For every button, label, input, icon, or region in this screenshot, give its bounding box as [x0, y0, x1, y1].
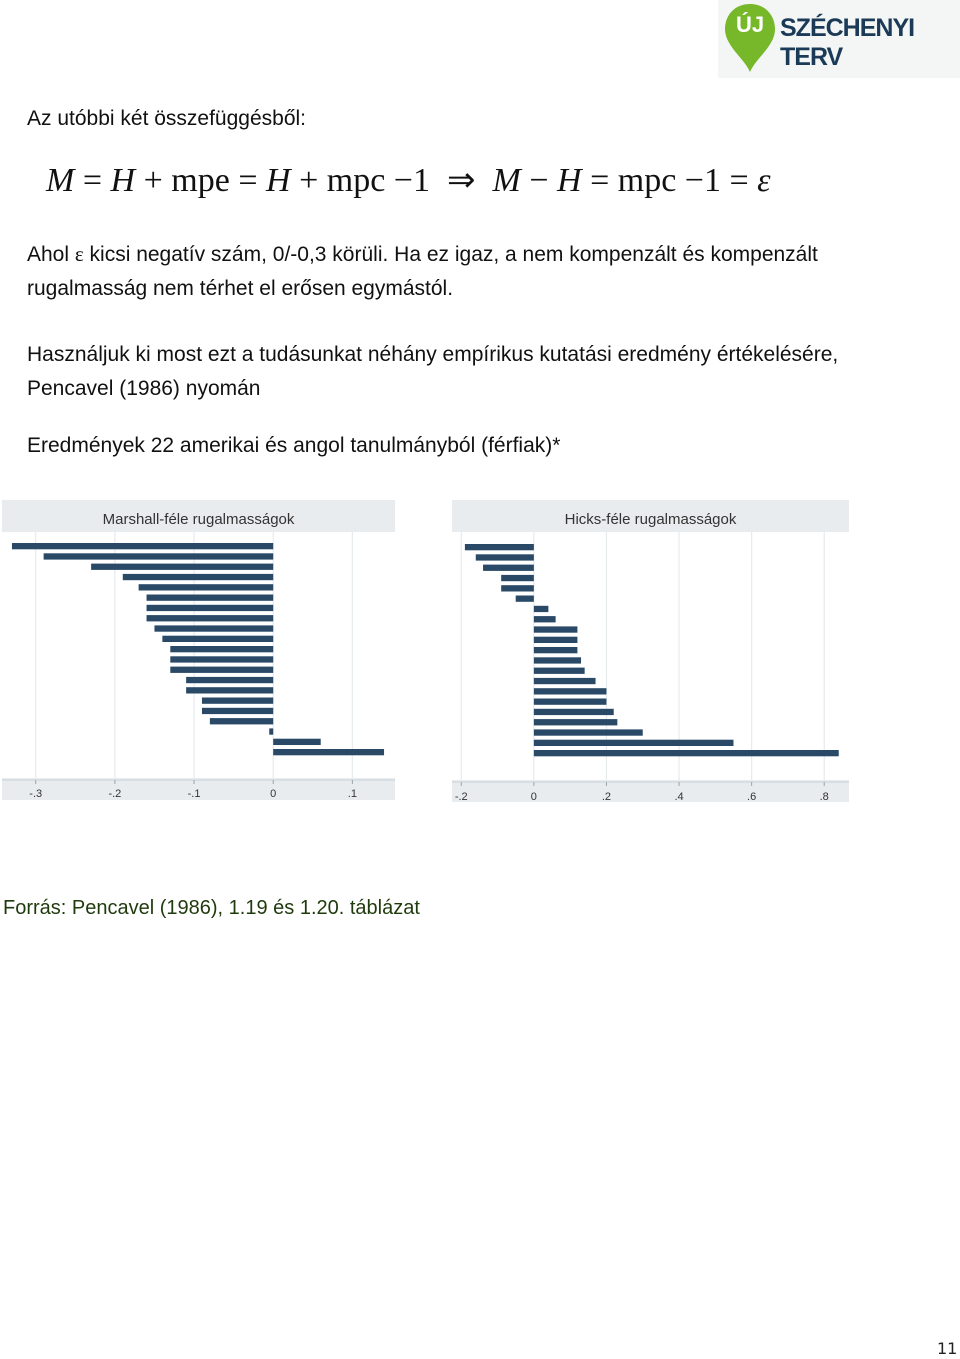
- hicks-bar: [534, 616, 556, 622]
- formula-minus1: −: [393, 162, 413, 199]
- marshall-chart-plot: [2, 500, 395, 800]
- marshall-bar: [154, 625, 273, 631]
- hicks-bar: [534, 750, 839, 756]
- formula-minus2: −: [529, 162, 549, 199]
- formula-mpe: mpe: [171, 162, 230, 199]
- hicks-bar: [534, 719, 617, 725]
- marshall-bar: [202, 698, 273, 704]
- marshall-bar: [44, 553, 274, 559]
- formula-h1: H: [110, 162, 136, 199]
- marshall-bar: [186, 677, 273, 683]
- formula-h2: H: [266, 162, 291, 199]
- paragraph-2-line-2: Pencavel (1986) nyomán: [27, 377, 261, 400]
- hicks-tick-label: .6: [747, 791, 757, 802]
- formula: [46, 160, 771, 200]
- formula-m2: M: [492, 162, 521, 199]
- formula-eq1: =: [82, 162, 103, 199]
- marshall-tick-label: -.2: [108, 788, 122, 800]
- hicks-bar: [516, 596, 534, 602]
- hicks-bar: [534, 626, 578, 632]
- intro-text: Az utóbbi két összefüggésből:: [27, 107, 307, 130]
- p1-text-a: Ahol: [27, 243, 75, 266]
- hicks-tick-label: 0: [530, 791, 537, 802]
- marshall-bar: [139, 584, 274, 590]
- hicks-chart-title: Hicks-féle rugalmasságok: [452, 500, 849, 532]
- source-note: Forrás: Pencavel (1986), 1.19 és 1.20. táblázat: [3, 897, 420, 919]
- hicks-bar: [534, 606, 549, 612]
- marshall-bar: [186, 687, 273, 693]
- formula-eq4: =: [729, 162, 749, 199]
- formula-eq3: =: [590, 162, 610, 199]
- hicks-bar: [534, 668, 585, 674]
- hicks-bar: [534, 740, 734, 746]
- marshall-tick-label: -.1: [187, 788, 201, 800]
- hicks-bar: [501, 575, 534, 581]
- hicks-bar: [501, 585, 534, 591]
- hicks-bar: [483, 565, 534, 571]
- hicks-bar: [534, 699, 607, 705]
- hicks-tick-label: .4: [674, 791, 684, 802]
- hicks-chart-plot: [452, 500, 849, 802]
- formula-mpc2: mpc: [617, 162, 677, 199]
- marshall-bar: [170, 646, 273, 652]
- paragraph-2-line-1: Használjuk ki most ezt a tudásunkat néhány empírikus kutatási eredmény értékelésére,: [27, 343, 839, 366]
- formula-m1: M: [46, 162, 75, 199]
- formula-one1: 1: [412, 162, 430, 199]
- hicks-bar: [465, 544, 534, 550]
- page-number: 11: [937, 1339, 958, 1358]
- marshall-bar: [170, 656, 273, 662]
- paragraph-1: [27, 237, 818, 306]
- marshall-tick-label: .1: [347, 788, 357, 800]
- marshall-bar: [210, 718, 273, 724]
- hicks-tick-label: -.2: [454, 791, 468, 802]
- paragraph-1-line-1: [27, 237, 818, 272]
- hicks-bar: [476, 554, 534, 560]
- logo: [718, 0, 960, 78]
- formula-epsilon: ε: [757, 162, 771, 199]
- marshall-bar: [202, 708, 273, 714]
- p1-text-b: kicsi negatív szám, 0/-0,3 körüli. Ha ez igaz, a nem kompenzált és kompenzált: [83, 243, 818, 266]
- hicks-bar: [534, 729, 643, 735]
- hicks-bar: [534, 709, 614, 715]
- marshall-bar: [162, 636, 273, 642]
- logo-badge-text: ÚJ: [735, 12, 765, 37]
- paragraph-2: [27, 338, 838, 406]
- formula-eq2: =: [238, 162, 258, 199]
- hicks-bar: [534, 637, 578, 643]
- formula-plus2: +: [299, 162, 319, 199]
- marshall-chart: [2, 500, 395, 800]
- marshall-tick-label: 0: [270, 788, 277, 800]
- marshall-bar: [269, 728, 273, 734]
- marshall-bar: [147, 595, 274, 601]
- hicks-bar: [534, 657, 581, 663]
- marshall-bar: [273, 749, 384, 755]
- paragraph-1-line-2: rugalmasság nem térhet el erősen egymástól.: [27, 277, 454, 300]
- formula-plus1: +: [143, 162, 163, 199]
- marshall-bar: [12, 543, 273, 549]
- marshall-bar: [170, 667, 273, 673]
- paragraph-3: Eredmények 22 amerikai és angol tanulmányból (férfiak)*: [27, 434, 561, 457]
- formula-h3: H: [557, 162, 582, 199]
- logo-brand-text: SZÉCHENYI TERV: [780, 14, 915, 71]
- formula-minus3: −: [684, 162, 704, 199]
- marshall-chart-title: Marshall-féle rugalmasságok: [2, 500, 395, 532]
- marshall-bar: [147, 605, 274, 611]
- marshall-bar: [91, 564, 273, 570]
- formula-mpc1: mpc: [326, 162, 386, 199]
- formula-one2: 1: [703, 162, 721, 199]
- p1-epsilon: ε: [74, 242, 84, 266]
- marshall-tick-label: -.3: [29, 788, 43, 800]
- marshall-bar: [147, 615, 274, 621]
- marshall-bar: [273, 739, 321, 745]
- marshall-bar: [123, 574, 273, 580]
- hicks-tick-label: .2: [601, 791, 612, 802]
- formula-implies: ⇒: [446, 162, 476, 199]
- hicks-bar: [534, 678, 596, 684]
- hicks-bar: [534, 647, 578, 653]
- hicks-bar: [534, 688, 607, 694]
- hicks-chart: [452, 500, 849, 802]
- hicks-tick-label: .8: [819, 791, 829, 802]
